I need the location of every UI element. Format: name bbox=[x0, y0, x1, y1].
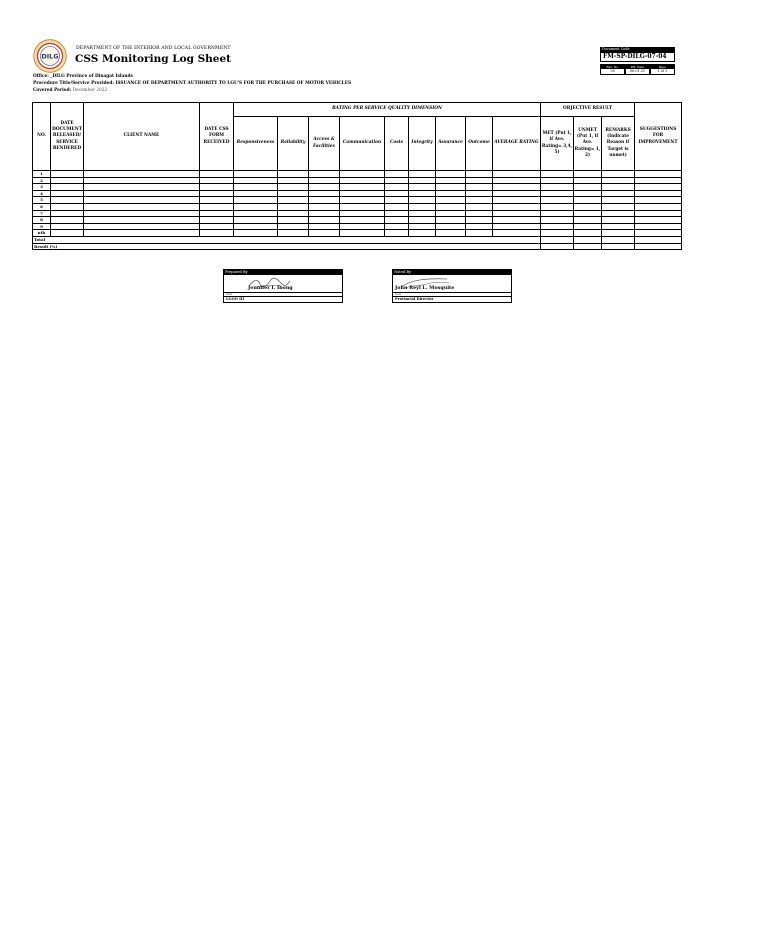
table-cell bbox=[309, 171, 340, 178]
procedure-value: ISSUANCE OF DEPARTMENT AUTHORITY TO LGU'S FOR THE PURCHASE OF MOTOR VEHICLES bbox=[115, 81, 352, 86]
table-cell bbox=[574, 230, 602, 237]
table-cell bbox=[385, 190, 409, 197]
table-cell bbox=[309, 197, 340, 204]
table-cell bbox=[574, 223, 602, 230]
table-cell bbox=[635, 217, 682, 224]
result-row bbox=[33, 243, 682, 250]
col-client-name: CLIENT NAME bbox=[84, 103, 200, 171]
table-cell bbox=[278, 223, 309, 230]
table-cell bbox=[385, 230, 409, 237]
table-cell bbox=[84, 217, 200, 224]
table-cell bbox=[51, 171, 84, 178]
rev-no-label: Rev. No. bbox=[601, 65, 624, 69]
table-cell bbox=[541, 210, 574, 217]
table-cell bbox=[574, 243, 602, 250]
rating-group-header: RATING PER SERVICE QUALITY DIMENSION bbox=[234, 103, 541, 117]
table-cell bbox=[602, 217, 635, 224]
table-cell bbox=[635, 210, 682, 217]
table-cell bbox=[309, 223, 340, 230]
document-code-details bbox=[600, 64, 675, 75]
col-date-released: DATE DOCUMENT RELEASED/ SERVICE RENDERED bbox=[51, 103, 84, 171]
table-cell bbox=[436, 203, 466, 210]
log-body bbox=[33, 171, 682, 250]
table-row bbox=[33, 217, 682, 224]
table-cell bbox=[436, 217, 466, 224]
table-cell bbox=[466, 171, 493, 178]
row-number: 5 bbox=[33, 197, 51, 204]
table-cell bbox=[574, 197, 602, 204]
row-number: nth bbox=[33, 230, 51, 237]
col-remarks: REMARKS (Indicate Reason if Target is unmet) bbox=[602, 117, 635, 171]
col-suggestions: SUGGESTIONS FOR IMPROVEMENT bbox=[635, 103, 682, 171]
table-cell bbox=[574, 210, 602, 217]
col-average-rating: AVERAGE RATING bbox=[493, 117, 541, 171]
table-cell bbox=[200, 217, 234, 224]
table-row bbox=[33, 223, 682, 230]
table-row bbox=[33, 197, 682, 204]
table-cell bbox=[84, 197, 200, 204]
table-cell bbox=[84, 190, 200, 197]
table-cell bbox=[436, 184, 466, 191]
dim-access-facilities: Access & Facilities bbox=[309, 117, 340, 171]
table-cell bbox=[51, 203, 84, 210]
table-cell bbox=[602, 243, 635, 250]
prepared-by-box bbox=[223, 269, 343, 303]
table-cell bbox=[541, 230, 574, 237]
table-cell bbox=[200, 203, 234, 210]
table-cell bbox=[84, 184, 200, 191]
table-cell bbox=[385, 197, 409, 204]
table-cell bbox=[493, 210, 541, 217]
table-cell bbox=[409, 197, 436, 204]
table-cell bbox=[409, 177, 436, 184]
table-cell bbox=[234, 203, 278, 210]
table-cell bbox=[409, 203, 436, 210]
eff-date-cell bbox=[625, 64, 650, 75]
table-cell bbox=[385, 223, 409, 230]
period-line bbox=[33, 88, 107, 93]
procedure-label: Procedure Title/Service Provided: bbox=[33, 81, 114, 86]
table-cell bbox=[234, 171, 278, 178]
prepared-by-date-label: Date bbox=[223, 293, 343, 297]
table-cell bbox=[602, 223, 635, 230]
table-cell bbox=[409, 223, 436, 230]
table-cell bbox=[574, 217, 602, 224]
table-cell bbox=[635, 190, 682, 197]
table-cell bbox=[574, 236, 602, 243]
monitoring-log-table bbox=[32, 102, 682, 250]
table-cell bbox=[541, 171, 574, 178]
table-cell bbox=[385, 171, 409, 178]
table-row bbox=[33, 177, 682, 184]
table-cell bbox=[84, 203, 200, 210]
page-label: Page bbox=[651, 65, 674, 69]
table-cell bbox=[602, 177, 635, 184]
procedure-line bbox=[33, 81, 351, 86]
table-cell bbox=[234, 184, 278, 191]
table-cell bbox=[574, 171, 602, 178]
table-cell bbox=[493, 230, 541, 237]
table-row bbox=[33, 230, 682, 237]
rev-no-cell bbox=[600, 64, 625, 75]
table-cell bbox=[493, 177, 541, 184]
col-unmet: UNMET (Put 1, if Ave. Rating= 1, 2) bbox=[574, 117, 602, 171]
table-cell bbox=[200, 171, 234, 178]
row-number: 9 bbox=[33, 223, 51, 230]
table-cell bbox=[409, 171, 436, 178]
office-line bbox=[33, 74, 133, 79]
table-cell bbox=[234, 197, 278, 204]
table-cell bbox=[200, 197, 234, 204]
table-cell bbox=[309, 210, 340, 217]
table-cell bbox=[278, 190, 309, 197]
table-cell bbox=[466, 223, 493, 230]
table-cell bbox=[309, 230, 340, 237]
dim-reliability: Reliability bbox=[278, 117, 309, 171]
row-number: 4 bbox=[33, 190, 51, 197]
row-number: 2 bbox=[33, 177, 51, 184]
table-cell bbox=[84, 230, 200, 237]
table-cell bbox=[541, 217, 574, 224]
prepared-by-position: LGOO III bbox=[223, 297, 343, 303]
department-name: DEPARTMENT OF THE INTERIOR AND LOCAL GOVERNMENT bbox=[76, 46, 231, 51]
table-cell bbox=[493, 184, 541, 191]
table-cell bbox=[541, 197, 574, 204]
table-cell bbox=[466, 210, 493, 217]
logo-text: DILG bbox=[41, 52, 59, 61]
table-cell bbox=[635, 236, 682, 243]
prepared-by-signature-area bbox=[223, 275, 343, 293]
dim-assurance: Assurance bbox=[436, 117, 466, 171]
table-cell bbox=[309, 177, 340, 184]
table-cell bbox=[385, 217, 409, 224]
dim-costs: Costs bbox=[385, 117, 409, 171]
table-cell bbox=[309, 190, 340, 197]
rev-no-value: 00 bbox=[610, 69, 615, 73]
objective-group-header: OBJECTIVE RESULT bbox=[541, 103, 635, 117]
table-cell bbox=[466, 203, 493, 210]
table-cell bbox=[385, 177, 409, 184]
eff-date-label: Eff. Date bbox=[626, 65, 649, 69]
table-cell bbox=[466, 197, 493, 204]
office-value: _DILG Province of Dinagat Islands bbox=[50, 74, 133, 79]
document-code-label: Document Code bbox=[600, 47, 675, 52]
noted-by-name: John Reyl L. Mosquite bbox=[395, 285, 455, 291]
col-no: NO. bbox=[33, 103, 51, 171]
table-cell bbox=[340, 223, 385, 230]
table-cell bbox=[51, 184, 84, 191]
table-row bbox=[33, 190, 682, 197]
col-date-received: DATE CSS FORM RECEIVED bbox=[200, 103, 234, 171]
table-cell bbox=[602, 197, 635, 204]
row-number: 7 bbox=[33, 210, 51, 217]
dim-communication: Communication bbox=[340, 117, 385, 171]
document-code-value: FM-SP-DILG-07-04 bbox=[600, 52, 675, 62]
table-cell bbox=[436, 223, 466, 230]
table-cell bbox=[84, 223, 200, 230]
row-number: 3 bbox=[33, 184, 51, 191]
table-cell bbox=[574, 184, 602, 191]
table-cell bbox=[436, 171, 466, 178]
table-cell bbox=[234, 190, 278, 197]
table-cell bbox=[602, 184, 635, 191]
table-cell bbox=[278, 230, 309, 237]
table-cell bbox=[51, 230, 84, 237]
table-cell bbox=[409, 210, 436, 217]
table-row bbox=[33, 171, 682, 178]
table-cell bbox=[493, 217, 541, 224]
table-cell bbox=[493, 203, 541, 210]
row-number: 1 bbox=[33, 171, 51, 178]
table-cell bbox=[51, 223, 84, 230]
table-cell bbox=[635, 171, 682, 178]
table-row bbox=[33, 184, 682, 191]
prepared-by-label: Prepared By bbox=[223, 269, 343, 275]
table-cell bbox=[51, 210, 84, 217]
table-cell bbox=[436, 210, 466, 217]
table-cell bbox=[493, 171, 541, 178]
table-cell bbox=[200, 177, 234, 184]
table-cell bbox=[51, 197, 84, 204]
table-cell bbox=[385, 203, 409, 210]
table-row bbox=[33, 210, 682, 217]
table-cell bbox=[51, 190, 84, 197]
table-cell bbox=[635, 177, 682, 184]
noted-by-position: Provincial Director bbox=[392, 297, 512, 303]
table-cell bbox=[466, 184, 493, 191]
table-cell bbox=[200, 210, 234, 217]
table-cell bbox=[340, 230, 385, 237]
table-cell bbox=[200, 184, 234, 191]
table-cell bbox=[635, 203, 682, 210]
period-value: December 2022 bbox=[72, 88, 108, 93]
table-cell bbox=[278, 184, 309, 191]
dim-integrity: Integrity bbox=[409, 117, 436, 171]
noted-by-signature-area bbox=[392, 275, 512, 293]
table-row bbox=[33, 203, 682, 210]
table-cell bbox=[51, 177, 84, 184]
page-title: CSS Monitoring Log Sheet bbox=[75, 53, 232, 65]
table-cell bbox=[466, 190, 493, 197]
table-cell bbox=[436, 190, 466, 197]
noted-by-date-label: Date bbox=[392, 293, 512, 297]
eff-date-value: 06.01.21 bbox=[629, 69, 646, 73]
table-cell bbox=[309, 203, 340, 210]
table-cell bbox=[602, 171, 635, 178]
table-cell bbox=[493, 223, 541, 230]
table-cell bbox=[340, 203, 385, 210]
dim-outcome: Outcome bbox=[466, 117, 493, 171]
table-cell bbox=[234, 223, 278, 230]
table-cell bbox=[51, 217, 84, 224]
table-cell bbox=[635, 230, 682, 237]
table-cell bbox=[541, 177, 574, 184]
table-cell bbox=[602, 203, 635, 210]
table-cell bbox=[635, 184, 682, 191]
page-value: 1 of 1 bbox=[657, 69, 668, 73]
page-cell bbox=[650, 64, 675, 75]
table-cell bbox=[409, 230, 436, 237]
table-cell bbox=[234, 177, 278, 184]
table-cell bbox=[234, 217, 278, 224]
table-cell bbox=[541, 190, 574, 197]
table-cell bbox=[541, 223, 574, 230]
total-row bbox=[33, 236, 682, 243]
table-cell bbox=[340, 197, 385, 204]
row-number: 6 bbox=[33, 203, 51, 210]
table-cell bbox=[409, 190, 436, 197]
table-cell bbox=[278, 210, 309, 217]
table-cell bbox=[309, 217, 340, 224]
table-cell bbox=[466, 230, 493, 237]
table-cell bbox=[574, 190, 602, 197]
table-cell bbox=[278, 217, 309, 224]
table-cell bbox=[340, 171, 385, 178]
table-cell bbox=[493, 190, 541, 197]
noted-by-label: Noted By bbox=[392, 269, 512, 275]
table-cell bbox=[635, 243, 682, 250]
table-cell bbox=[385, 210, 409, 217]
document-code-box bbox=[600, 47, 675, 75]
table-cell bbox=[278, 177, 309, 184]
table-cell bbox=[84, 177, 200, 184]
table-cell bbox=[602, 210, 635, 217]
result-row-label: Result (%) bbox=[33, 243, 541, 250]
table-cell bbox=[385, 184, 409, 191]
table-cell bbox=[541, 236, 574, 243]
office-label: Office: bbox=[33, 74, 49, 79]
dim-responsiveness: Responsiveness bbox=[234, 117, 278, 171]
col-met: MET (Put 1, if Ave. Rating= 3,4, 5) bbox=[541, 117, 574, 171]
table-cell bbox=[602, 190, 635, 197]
table-cell bbox=[278, 171, 309, 178]
dilg-seal-logo bbox=[33, 39, 67, 73]
table-cell bbox=[466, 217, 493, 224]
table-cell bbox=[436, 177, 466, 184]
table-cell bbox=[200, 190, 234, 197]
table-cell bbox=[574, 177, 602, 184]
table-cell bbox=[409, 184, 436, 191]
total-row-label: Total bbox=[33, 236, 541, 243]
table-cell bbox=[84, 171, 200, 178]
noted-by-box bbox=[392, 269, 512, 303]
table-cell bbox=[234, 210, 278, 217]
table-cell bbox=[574, 203, 602, 210]
table-cell bbox=[200, 223, 234, 230]
table-cell bbox=[541, 184, 574, 191]
table-cell bbox=[340, 190, 385, 197]
table-cell bbox=[493, 197, 541, 204]
table-cell bbox=[278, 197, 309, 204]
table-cell bbox=[234, 230, 278, 237]
table-cell bbox=[200, 230, 234, 237]
prepared-by-name: Jennifer I. Ibong bbox=[248, 285, 293, 291]
table-cell bbox=[436, 230, 466, 237]
table-cell bbox=[635, 197, 682, 204]
table-cell bbox=[635, 223, 682, 230]
table-cell bbox=[309, 184, 340, 191]
table-cell bbox=[466, 177, 493, 184]
table-cell bbox=[340, 184, 385, 191]
row-number: 8 bbox=[33, 217, 51, 224]
table-cell bbox=[602, 230, 635, 237]
table-cell bbox=[340, 210, 385, 217]
period-label: Covered Period: bbox=[33, 88, 72, 93]
table-cell bbox=[84, 210, 200, 217]
table-cell bbox=[409, 217, 436, 224]
table-cell bbox=[541, 203, 574, 210]
table-cell bbox=[278, 203, 309, 210]
table-cell bbox=[541, 243, 574, 250]
table-cell bbox=[340, 217, 385, 224]
table-cell bbox=[602, 236, 635, 243]
table-cell bbox=[436, 197, 466, 204]
table-cell bbox=[340, 177, 385, 184]
